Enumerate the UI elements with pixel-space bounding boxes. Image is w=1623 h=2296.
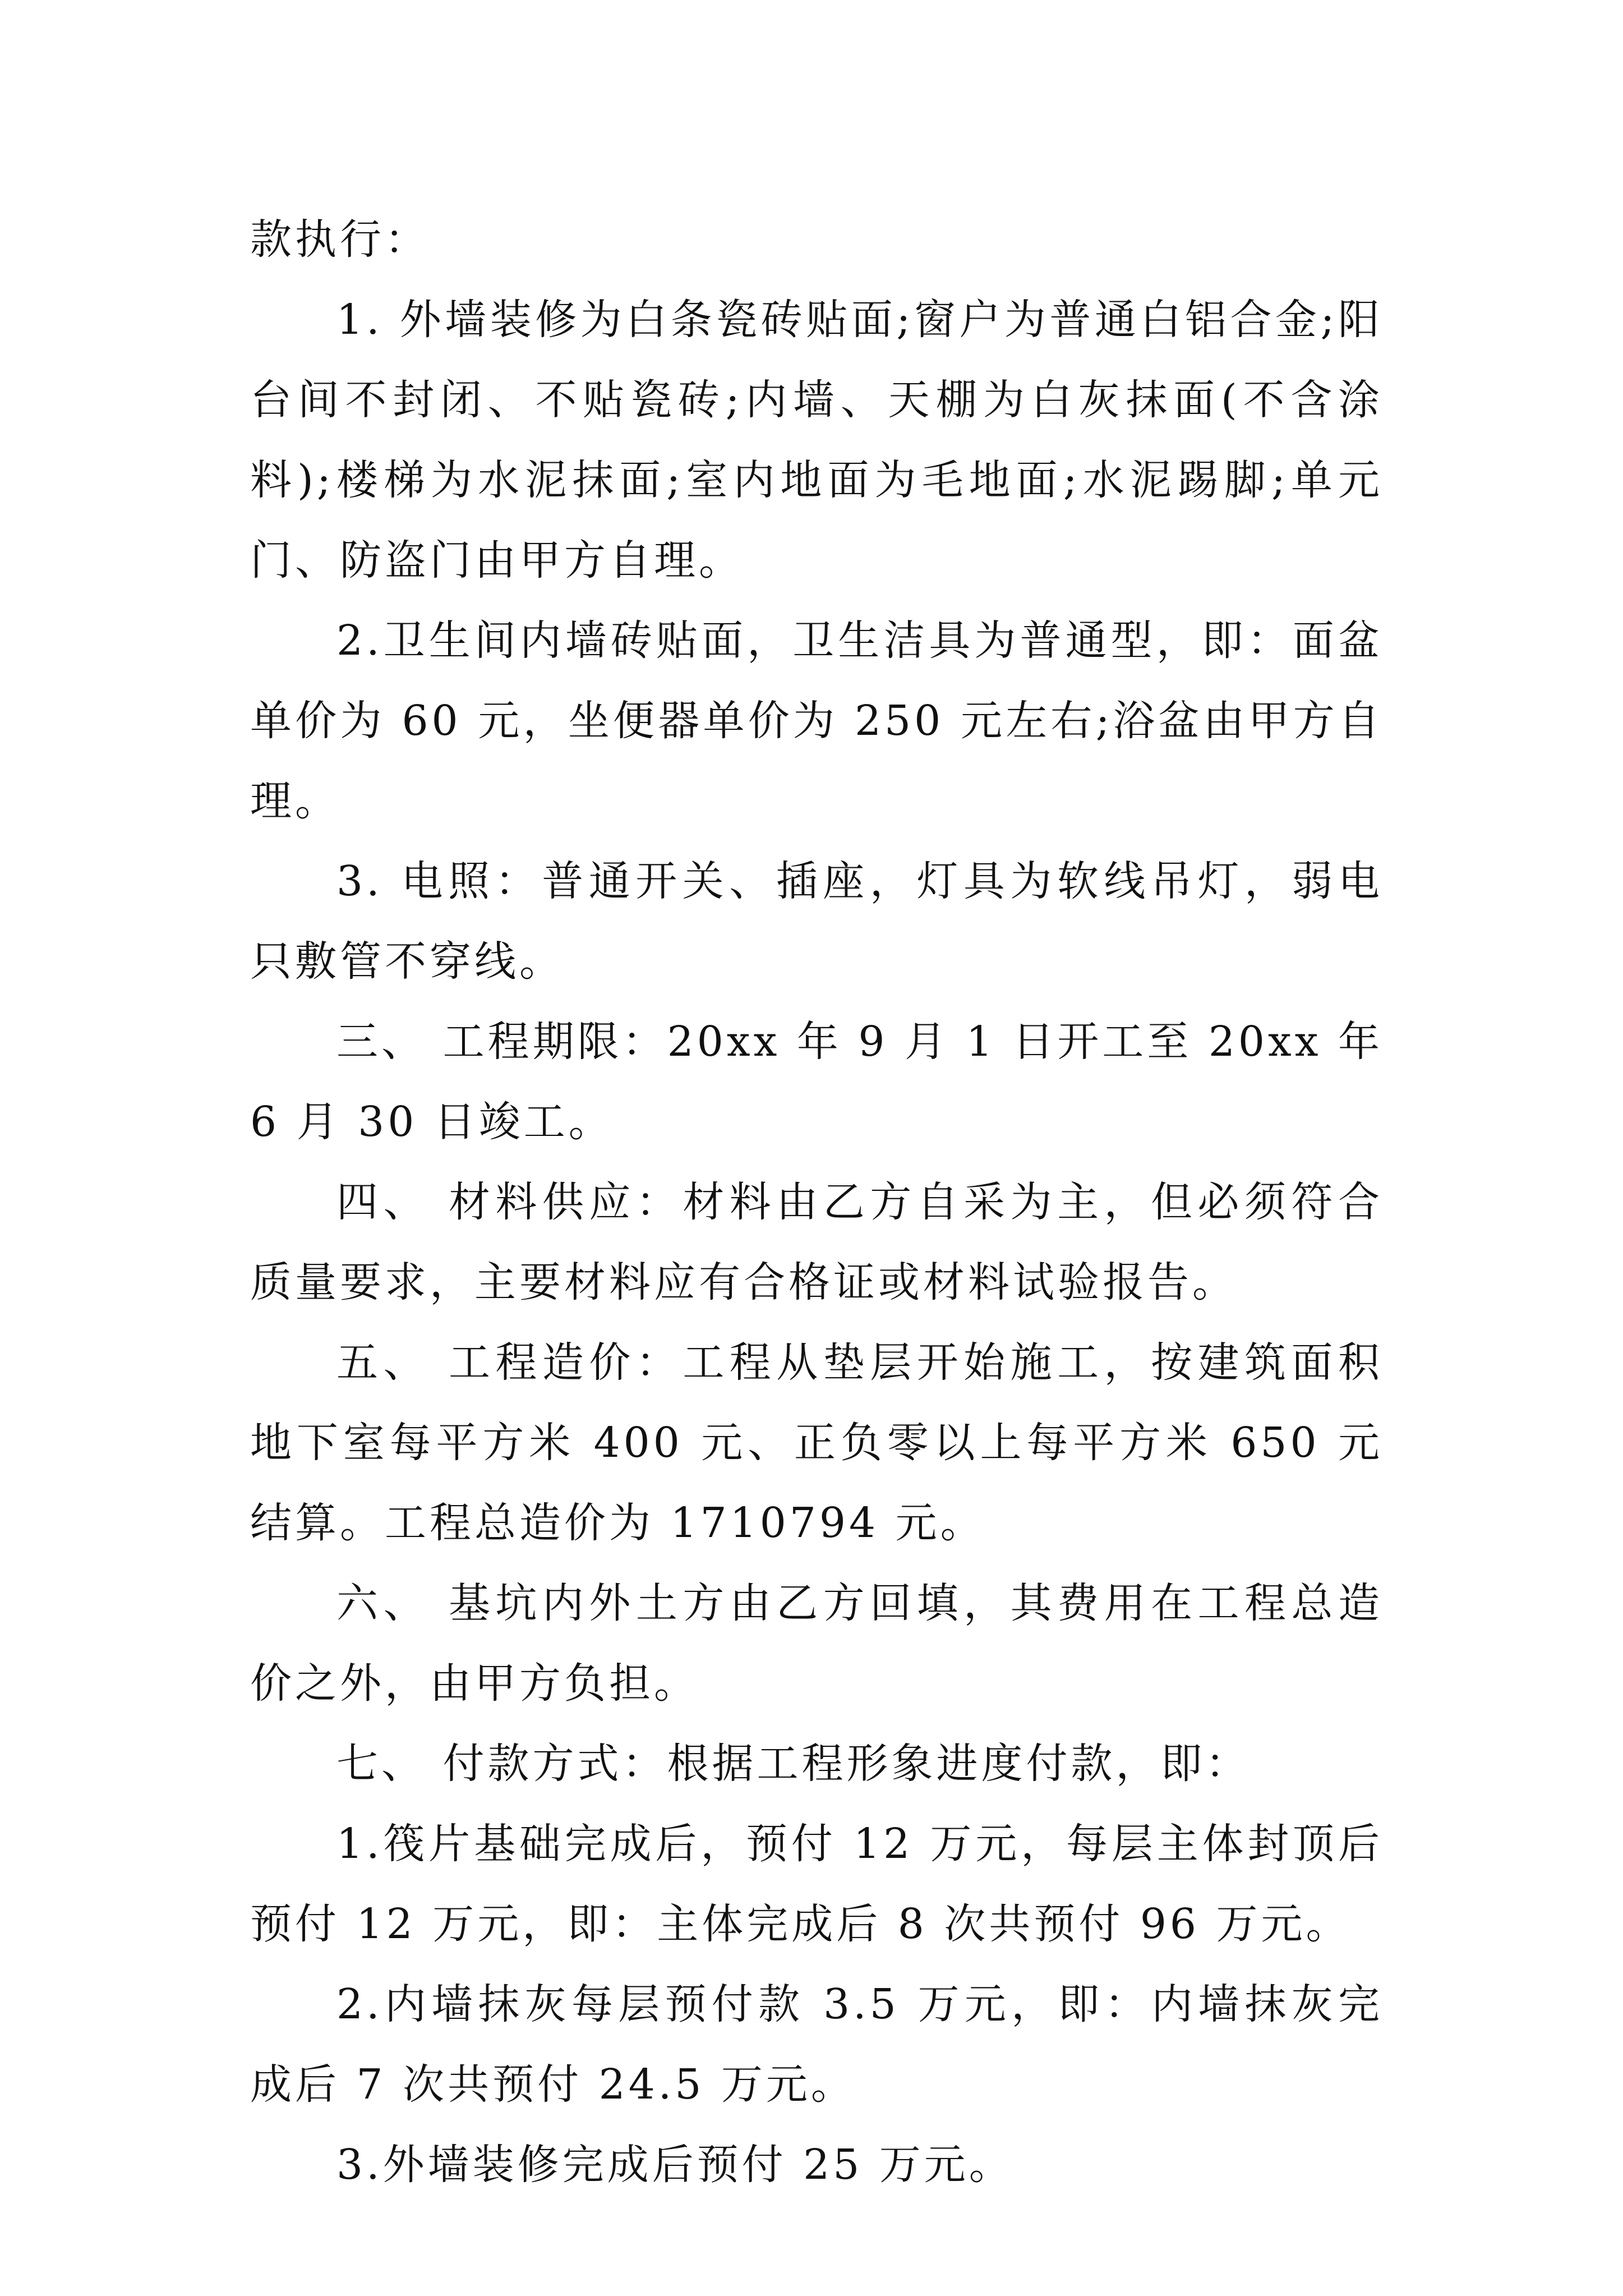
document-body xyxy=(250,200,1383,2205)
paragraph-payment-continuation: 款执行： xyxy=(250,215,430,264)
paragraph-earthwork: 六、 基坑内外土方由乙方回填，其费用在工程总造价之外，由甲方负担。 xyxy=(250,1579,1383,1708)
paragraph-project-cost: 五、 工程造价：工程从垫层开始施工，按建筑面积地下室每平方米 400 元、正负零以上每平方米 650 元结算。工程总造价为 1710794 元。 xyxy=(250,1338,1383,1547)
paragraph-electrical: 3. 电照：普通开关、插座，灯具为软线吊灯，弱电只敷管不穿线。 xyxy=(250,857,1383,986)
paragraph-payment-foundation: 1.筏片基础完成后，预付 12 万元，每层主体封顶后预付 12 万元，即：主体完成后 8 次共预付 96 万元。 xyxy=(250,1820,1383,1948)
paragraph-bathroom: 2.卫生间内墙砖贴面，卫生洁具为普通型，即：面盆单价为 60 元，坐便器单价为 250 元左右;浴盆由甲方自理。 xyxy=(250,616,1383,825)
paragraph-material-supply: 四、 材料供应：材料由乙方自采为主，但必须符合质量要求，主要材料应有合格证或材料试验报告。 xyxy=(250,1178,1383,1306)
paragraph-construction-period: 三、 工程期限：20xx 年 9 月 1 日开工至 20xx 年 6 月 30 日竣工。 xyxy=(250,1018,1383,1146)
paragraph-payment-exterior: 3.外墙装修完成后预付 25 万元。 xyxy=(336,2141,1014,2189)
paragraph-payment-method: 七、 付款方式：根据工程形象进度付款，即： xyxy=(336,1740,1251,1788)
paragraph-exterior-decoration: 1. 外墙装修为白条瓷砖贴面;窗户为普通白铝合金;阳台间不封闭、不贴瓷砖;内墙、天棚为白灰抹面(不含涂料);楼梯为水泥抹面;室内地面为毛地面;水泥踢脚;单元门、防盗门由甲方自理。 xyxy=(250,296,1383,585)
paragraph-payment-plastering: 2.内墙抹灰每层预付款 3.5 万元，即：内墙抹灰完成后 7 次共预付 24.5 万元。 xyxy=(250,1980,1383,2109)
